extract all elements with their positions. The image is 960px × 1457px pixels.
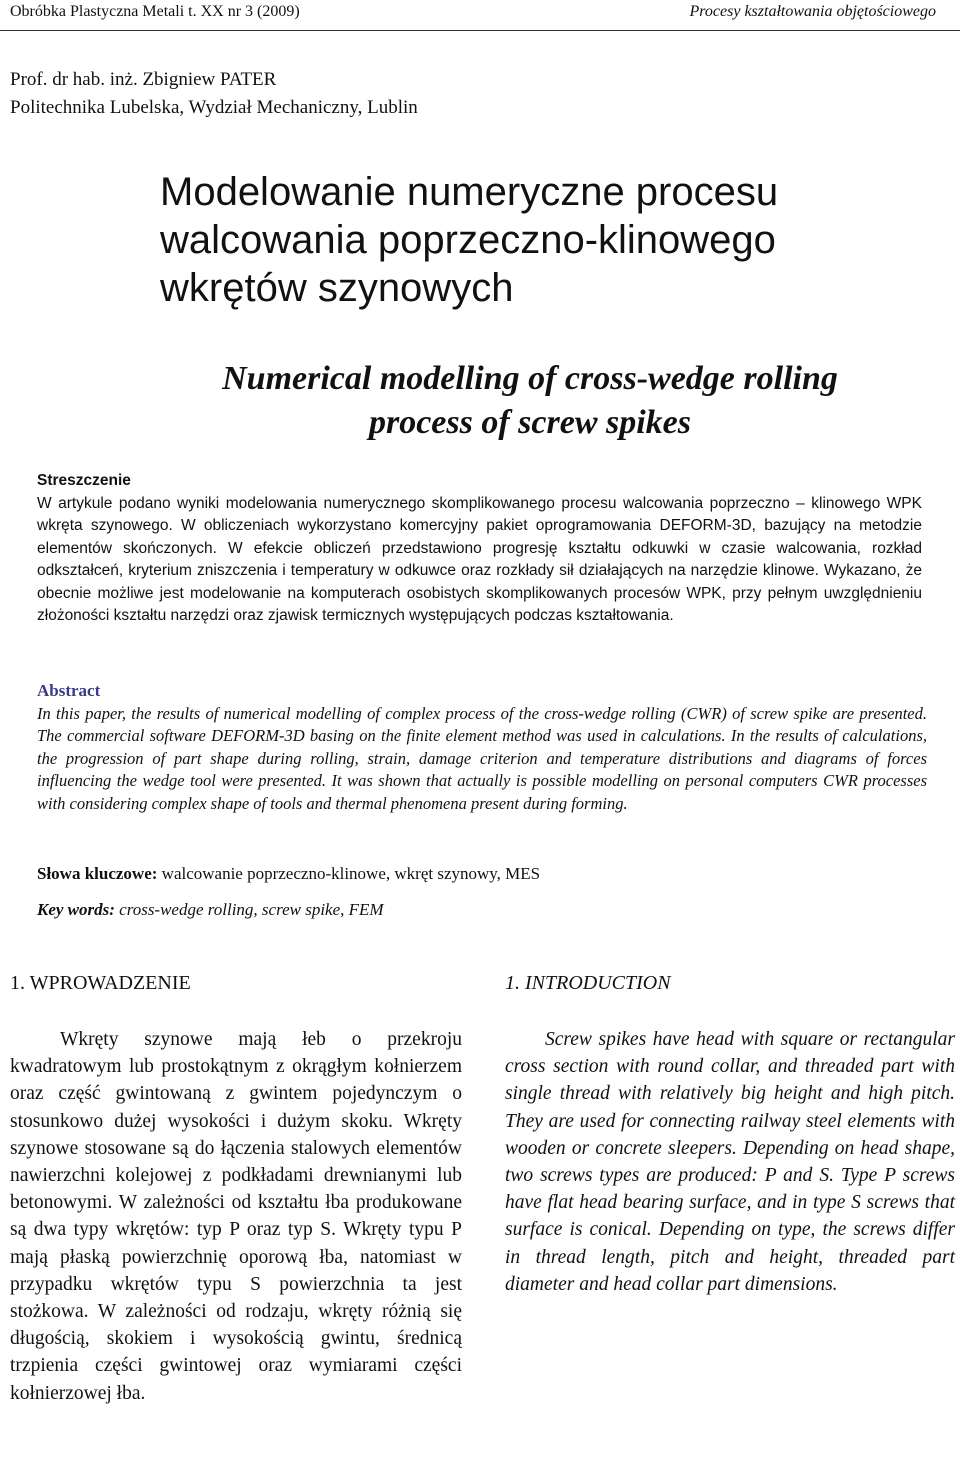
journal-info: Obróbka Plastyczna Metali t. XX nr 3 (2009) [10,3,300,20]
intro-polish-heading: 1. WPROWADZENIE [10,972,191,994]
keywords-english [37,898,384,922]
abstract-english-heading: Abstract [37,681,101,700]
section-name: Procesy kształtowania objętościowego [689,3,936,20]
keywords-english-value: cross-wedge rolling, screw spike, FEM [119,900,384,919]
keywords-polish [37,862,540,886]
author-block [10,66,418,122]
title-english: Numerical modelling of cross-wedge rolling process of screw spikes [222,360,838,441]
keywords-polish-value: walcowanie poprzeczno-klinowe, wkręt szynowy, MES [161,864,541,883]
intro-polish-column [10,970,462,1407]
header-divider [0,30,960,31]
abstract-english-text: In this paper, the results of numerical modelling of complex process of the cross-wedge rolling (CWR) of screw spike are presented. The commercial software DEFORM-3D basing on the finite element method was used in calculations. In the results of calculations, the progression of part shape during rolling, strain, damage criterion and temperature distributions and diagrams of forces influencing the wedge tool were presented. It was shown that actually is possible modelling on personal computers CWR processes with considering complex shape of tools and thermal phenomena present during forming. [37,703,927,813]
keywords-english-label: Key words: [37,900,115,919]
abstract-polish-text: W artykule podano wyniki modelowania numerycznego skomplikowanego procesu walcowania poprzeczno – klinowego WPK wkręta szynowego. W obliczeniach wykorzystano komercyjny pakiet oprogramowania DEFORM-3D, bazujący na metodzie elementów skończonych. W efekcie obliczeń przedstawiono progresję kształtu odkuwki w czasie walcowania, rozkład odkształceń, kryterium zniszczenia i temperatury w odkuwce oraz rozkłady sił działających na narzędzie klinowe. Wykazano, że obecnie możliwe jest modelowanie na komputerach osobistych skomplikowanych procesów WPK, przy pełnym uwzględnieniu złożoności kształtu narzędzi oraz zjawisk termicznych występujących podczas kształtowania. [37,494,922,624]
intro-english-column [505,970,955,1298]
intro-polish-text: Wkręty szynowe mają łeb o przekroju kwadratowym lub prostokątnym z okrągłym kołnierzem oraz część gwintowaną z gwintem pojedynczym o stosunkowo dużej wysokości i dużym skoku. Wkręty szynowe stosowane są do łączenia stalowych elementów nawierzchni kolejowej z podkładami drewnianymi lub betonowymi. W zależności od kształtu łba produkowane są dwa typy wkrętów: typ P oraz typ S. Wkręty typu P mają płaską powierzchnię oporową łba, natomiast w przypadku wkrętów typu S powierzchnia ta jest stożkowa. W zależności od rodzaju, wkręty różnią się długością, skokiem i wysokością gwintu, średnicą trzpienia części gwintowej oraz wymiarami części kołnierzowej łba. [10,1029,462,1404]
intro-english-text: Screw spikes have head with square or rectangular cross section with round collar, and threaded part with single thread with relatively big height and high pitch. They are used for connecting railway steel elements with wooden or concrete sleepers. Depending on head shape, two screws types are produced: P and S. Type P screws have flat head bearing surface, and in type S screws that surface is conical. Depending on type, the screws differ in thread length, pitch and height, threaded part diameter and head collar part dimensions. [505,1029,955,1295]
page-header [0,0,960,30]
title-polish: Modelowanie numeryczne procesu walcowania poprzeczno-klinowego wkrętów szynowych [160,170,779,310]
intro-english-heading: 1. INTRODUCTION [505,972,671,994]
abstract-polish-heading: Streszczenie [37,472,131,489]
author-name: Prof. dr hab. inż. Zbigniew PATER [10,69,277,90]
keywords-polish-label: Słowa kluczowe: [37,864,158,883]
abstract-english [37,680,927,815]
abstract-polish [37,470,922,628]
author-affiliation: Politechnika Lubelska, Wydział Mechaniczny, Lublin [10,97,418,118]
